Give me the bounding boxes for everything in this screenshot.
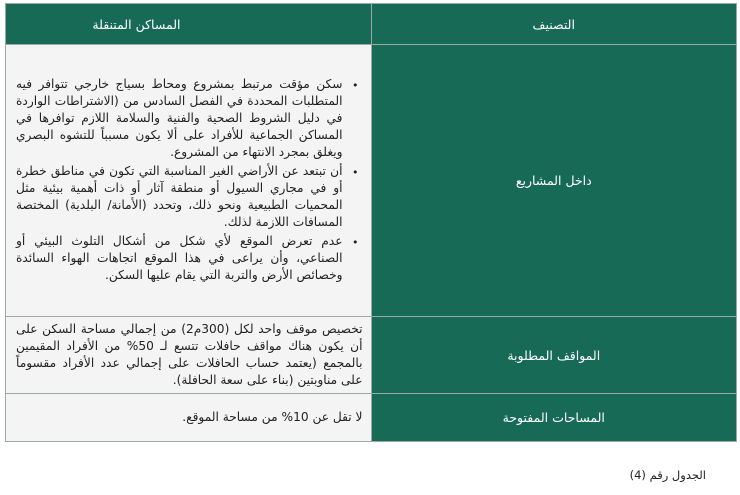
bullet-list — [16, 76, 363, 284]
category-cell: المواقف المطلوبة — [371, 317, 737, 394]
list-item — [16, 163, 359, 231]
list-item-text: أن تبتعد عن الأراضي الغير المناسبة التي تكون في مناطق خطرة أو في مجاري السيول أو منطقة آثار أو ذات أهمية بيئية مثل المحميات الطبيعية ونحو ذلك، وتحدد (الأمانة/ البلدية) المختصة المسافات اللازمة لذلك. — [16, 163, 343, 229]
bullet-icon: • — [352, 235, 359, 249]
table-row — [6, 45, 737, 317]
table-row — [6, 317, 737, 394]
list-item — [16, 76, 359, 161]
list-item-text: عدم تعرض الموقع لأي شكل من أشكال التلوث البيئي أو الصناعي، وأن يراعى في هذا الموقع اتجاهات الهواء السائدة وخصائص الأرض والتربة التي يقام عليها السكن. — [16, 233, 343, 282]
category-cell: داخل المشاريع — [371, 45, 737, 317]
bullet-icon: • — [352, 78, 359, 92]
bullet-icon: • — [352, 165, 359, 179]
header-classification: التصنيف — [371, 4, 737, 45]
list-item — [16, 233, 359, 284]
table-header-row — [6, 4, 737, 45]
table-caption: الجدول رقم (4) — [629, 468, 706, 482]
content-cell: لا تقل عن 10% من مساحة الموقع. — [6, 394, 372, 442]
table-row — [6, 394, 737, 442]
requirements-table — [5, 3, 737, 442]
category-cell: المساحات المفتوحة — [371, 394, 737, 442]
content-cell: تخصيص موقف واحد لكل (300م2) من إجمالي مساحة السكن على أن يكون هناك مواقف حافلات تتسع لـ 50% من الأفراد المقيمين بالمجمع (يعتمد حساب الحافلات على إجمالي عدد الأفراد مقسوماً على مناوبتين (بناء على سعة الحافلة). — [6, 317, 372, 394]
header-mobile-housing: المساكن المتنقلة — [6, 4, 372, 45]
content-cell — [6, 45, 372, 317]
list-item-text: سكن مؤقت مرتبط بمشروع ومحاط بسياج خارجي تتوافر فيه المتطلبات المحددة في الفصل السادس من (الاشتراطات الواردة في دليل الشروط الصحية والفنية والسلامة اللازم توافرها في المساكن الجماعية للأفراد على ألا يكون مسبباً للتشوه البصري ويغلق بمجرد الانتهاء من المشروع. — [16, 76, 343, 159]
